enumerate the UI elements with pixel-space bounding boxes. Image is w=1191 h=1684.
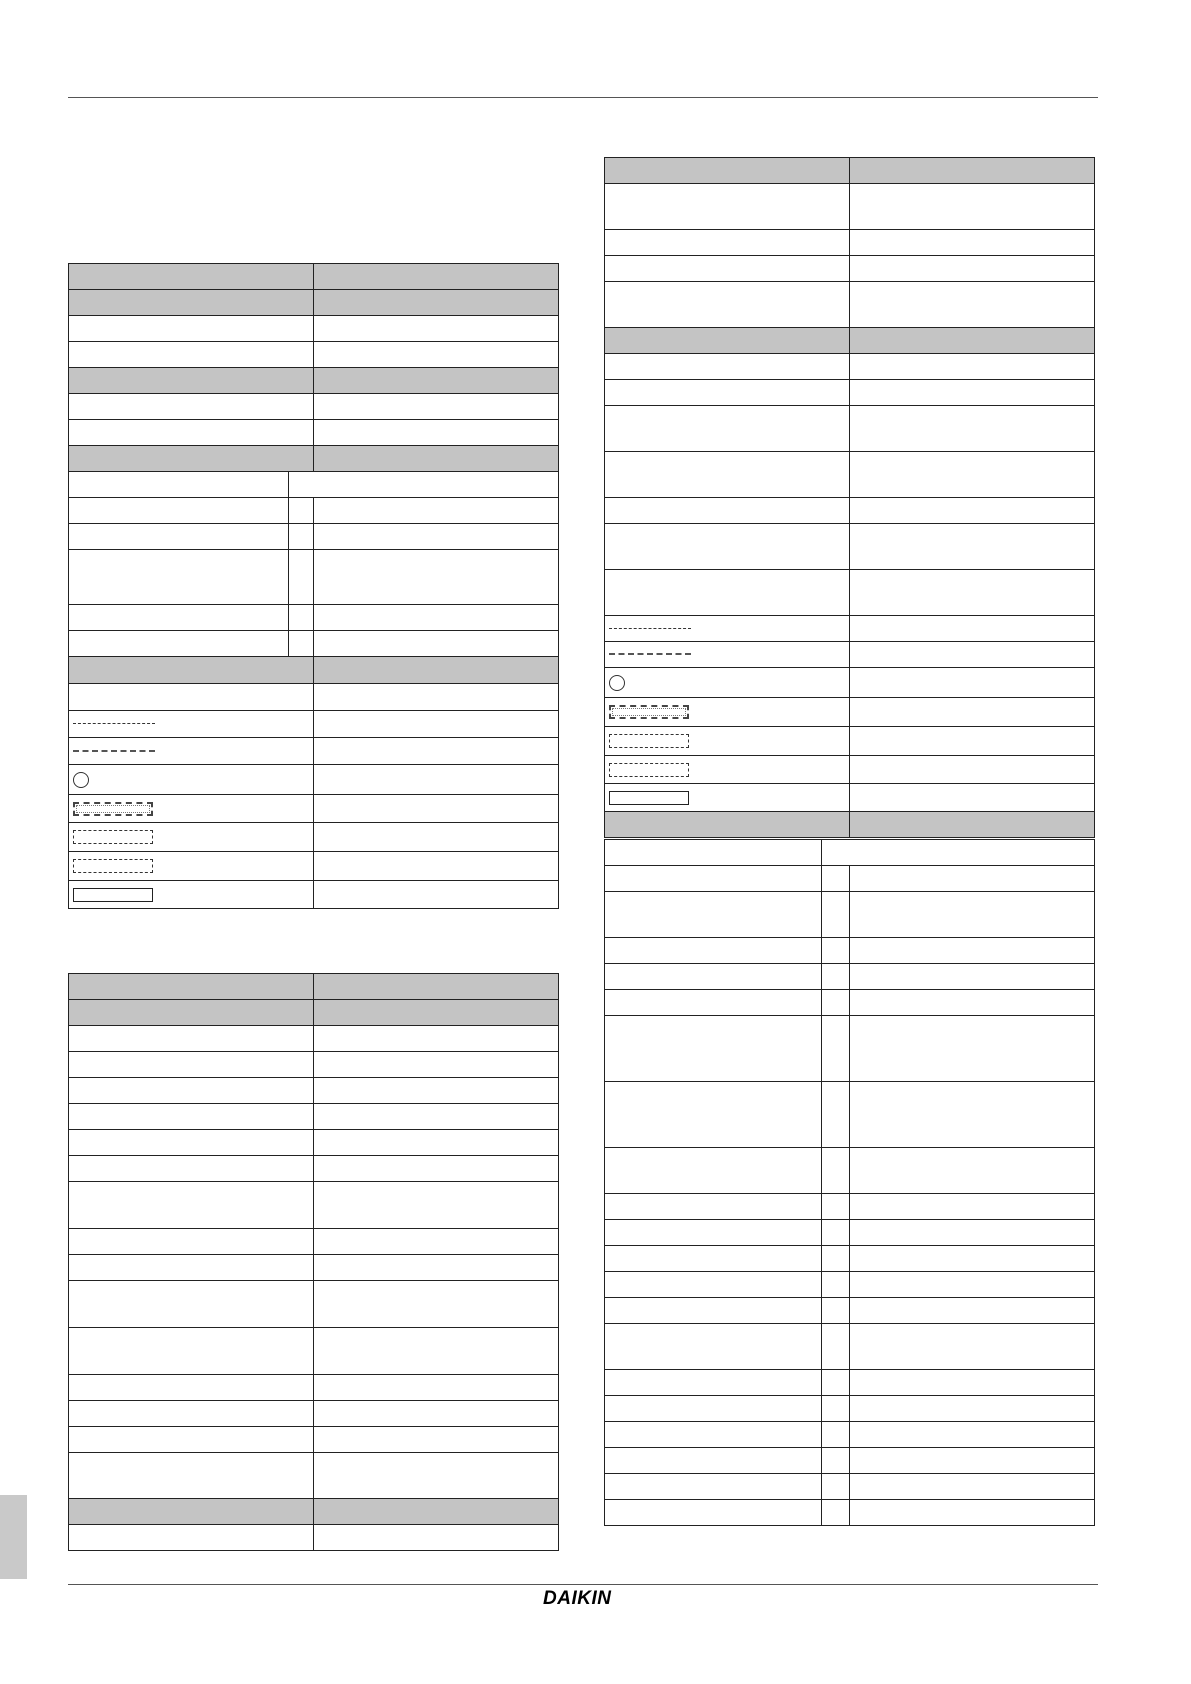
- table-row: [605, 1082, 1095, 1148]
- table-header-row: [605, 158, 1095, 184]
- double-dashed-box-icon: [609, 705, 689, 719]
- table-row: [605, 1422, 1095, 1448]
- legend-row: [605, 784, 1095, 812]
- table-row: [69, 1156, 559, 1182]
- table-row: [605, 866, 1095, 892]
- table-row: [69, 1401, 559, 1427]
- legend-row: [605, 727, 1095, 756]
- table-row: [605, 380, 1095, 406]
- side-tab: [0, 1495, 27, 1579]
- table-row: [605, 1500, 1095, 1526]
- table-row: [69, 605, 559, 631]
- table-row: [69, 316, 559, 342]
- legend-row: [69, 881, 559, 909]
- table-row: [605, 256, 1095, 282]
- left-table-1: [68, 263, 559, 472]
- left-table-2: [68, 973, 559, 1551]
- table-row: [605, 1298, 1095, 1324]
- table-row: [605, 1194, 1095, 1220]
- legend-row: [69, 765, 559, 795]
- table-row: [605, 230, 1095, 256]
- table-row: [605, 1396, 1095, 1422]
- table-row: [69, 1375, 559, 1401]
- legend-row: [69, 795, 559, 823]
- table-row: [605, 1148, 1095, 1194]
- table-row: [69, 394, 559, 420]
- table-row: [605, 406, 1095, 452]
- table-row: [69, 1255, 559, 1281]
- table-row: [69, 550, 559, 605]
- section-header-row: [69, 657, 559, 684]
- table-row: [605, 990, 1095, 1016]
- double-dashed-box-icon: [73, 802, 153, 816]
- section-header-row: [69, 1000, 559, 1026]
- left-table-1-split: [68, 471, 559, 657]
- table-row: [69, 684, 559, 711]
- section-header-row: [69, 290, 559, 316]
- table-row: [69, 1078, 559, 1104]
- table-row: [69, 342, 559, 368]
- section-header-row: [605, 812, 1095, 838]
- right-table: [604, 157, 1095, 838]
- table-row: [69, 1281, 559, 1328]
- table-row: [69, 1026, 559, 1052]
- table-row: [69, 1427, 559, 1453]
- section-header-row: [605, 328, 1095, 354]
- table-row: [69, 1104, 559, 1130]
- right-table-split: [604, 839, 1095, 1526]
- header-rule: [68, 97, 1098, 98]
- table-row: [69, 1525, 559, 1551]
- section-header-row: [69, 368, 559, 394]
- table-row: [605, 1220, 1095, 1246]
- legend-row: [69, 738, 559, 765]
- legend-row: [69, 711, 559, 738]
- dashed-line-icon: [609, 653, 691, 655]
- table-row: [605, 964, 1095, 990]
- table-row: [69, 472, 559, 498]
- section-header-row: [69, 1499, 559, 1525]
- table-row: [605, 1474, 1095, 1500]
- dash-dot-line-icon: [609, 628, 691, 629]
- table-row: [605, 1448, 1095, 1474]
- table-row: [605, 892, 1095, 938]
- table-row: [605, 1016, 1095, 1082]
- legend-row: [605, 698, 1095, 727]
- legend-row: [605, 642, 1095, 668]
- legend-row: [69, 823, 559, 852]
- table-row: [69, 1328, 559, 1375]
- section-header-row: [69, 446, 559, 472]
- table-header-row: [69, 264, 559, 290]
- table-row: [605, 1324, 1095, 1370]
- table-row: [69, 1052, 559, 1078]
- table-row: [605, 1272, 1095, 1298]
- table-row: [605, 1246, 1095, 1272]
- table-row: [605, 282, 1095, 328]
- legend-row: [69, 852, 559, 881]
- table-row: [605, 184, 1095, 230]
- dash-dot-box-alt-icon: [73, 859, 153, 873]
- table-row: [605, 938, 1095, 964]
- dash-dot-box-icon: [609, 734, 689, 748]
- table-row: [605, 524, 1095, 570]
- table-row: [605, 498, 1095, 524]
- table-row: [69, 420, 559, 446]
- dashed-line-icon: [73, 750, 155, 752]
- table-row: [605, 452, 1095, 498]
- dash-dot-line-icon: [73, 723, 155, 724]
- table-row: [69, 1229, 559, 1255]
- table-row: [605, 570, 1095, 616]
- legend-row: [605, 756, 1095, 784]
- table-row: [69, 524, 559, 550]
- legend-row: [605, 668, 1095, 698]
- table-row: [69, 498, 559, 524]
- circle-icon: [73, 772, 89, 788]
- table-row: [605, 840, 1095, 866]
- solid-box-icon: [609, 791, 689, 805]
- dash-dot-box-icon: [73, 830, 153, 844]
- solid-box-icon: [73, 888, 153, 902]
- circle-icon: [609, 675, 625, 691]
- table-header-row: [69, 974, 559, 1000]
- brand-logo: DAIKIN: [543, 1588, 612, 1609]
- left-table-1-legend: [68, 656, 559, 909]
- table-row: [605, 1370, 1095, 1396]
- legend-row: [605, 616, 1095, 642]
- table-row: [605, 354, 1095, 380]
- dash-dot-box-alt-icon: [609, 763, 689, 777]
- table-row: [69, 631, 559, 657]
- table-row: [69, 1130, 559, 1156]
- table-row: [69, 1453, 559, 1499]
- table-row: [69, 1182, 559, 1229]
- footer-rule: [68, 1584, 1098, 1585]
